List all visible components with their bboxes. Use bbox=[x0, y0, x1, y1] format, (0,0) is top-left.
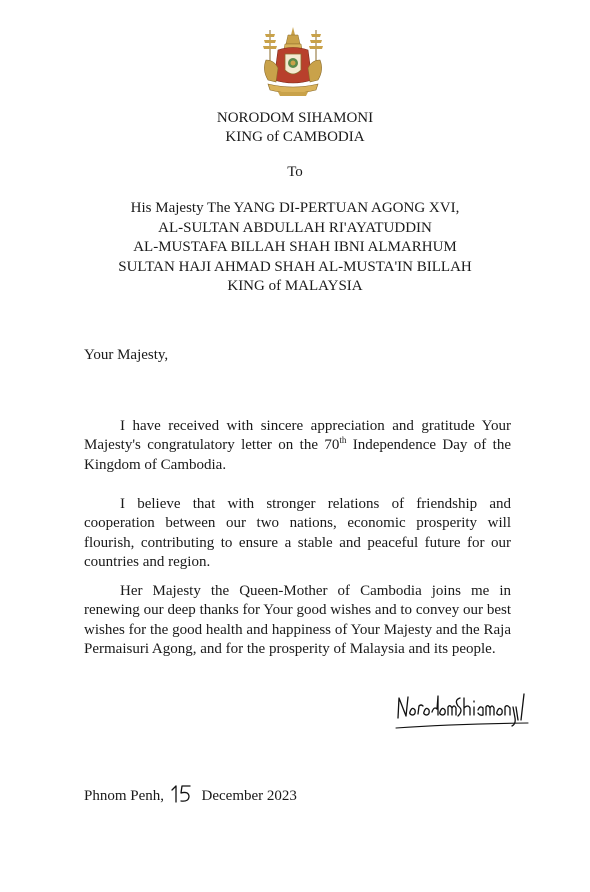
addressee-line: AL-MUSTAFA BILLAH SHAH IBNI ALMARHUM bbox=[133, 239, 457, 255]
ordinal-superscript: th bbox=[339, 435, 347, 446]
addressee-line: SULTAN HAJI AHMAD SHAH AL-MUSTA'IN BILLAH bbox=[118, 258, 472, 275]
addressee-block bbox=[0, 199, 590, 297]
sender-block bbox=[0, 109, 590, 147]
month-year: December 2023 bbox=[201, 788, 297, 804]
paragraph-2: I believe that with stronger relations of friendship and cooperation between our two nations, economic prosperity will flourish, contributing to ensure a stable and peaceful future for our countries and region. bbox=[84, 496, 511, 570]
royal-crest-icon bbox=[258, 26, 328, 98]
addressee-line: His Majesty The YANG DI-PERTUAN AGONG XVI, bbox=[130, 200, 460, 216]
sender-title: KING of CAMBODIA bbox=[225, 129, 365, 145]
paragraph-3: Her Majesty the Queen-Mother of Cambodia joins me in renewing our deep thanks for Your good wishes and to convey our best wishes for the good health and happiness of Your Majesty and the Raja Permaisuri Agong, and for the prosperity of Malaysia and its people. bbox=[84, 583, 511, 657]
addressee-line: KING of MALAYSIA bbox=[227, 278, 363, 294]
date-line bbox=[84, 784, 297, 805]
paragraph-1-end: Independence Day of the Kingdom of Cambodia. bbox=[84, 437, 511, 473]
addressee-line: AL-SULTAN ABDULLAH RI'AYATUDDIN bbox=[158, 219, 432, 236]
handwritten-signature bbox=[392, 690, 532, 730]
handwritten-day bbox=[170, 784, 194, 804]
sender-name: NORODOM SIHAMONI bbox=[216, 110, 374, 126]
place-label: Phnom Penh, bbox=[84, 788, 165, 804]
paragraph-1-start: I have received with sincere appreciation and gratitude Your Majesty's congratulatory letter on the 70 bbox=[84, 418, 511, 454]
salutation: Your Majesty, bbox=[84, 347, 169, 363]
to-label: To bbox=[287, 164, 303, 180]
paragraph-1 bbox=[84, 417, 511, 475]
